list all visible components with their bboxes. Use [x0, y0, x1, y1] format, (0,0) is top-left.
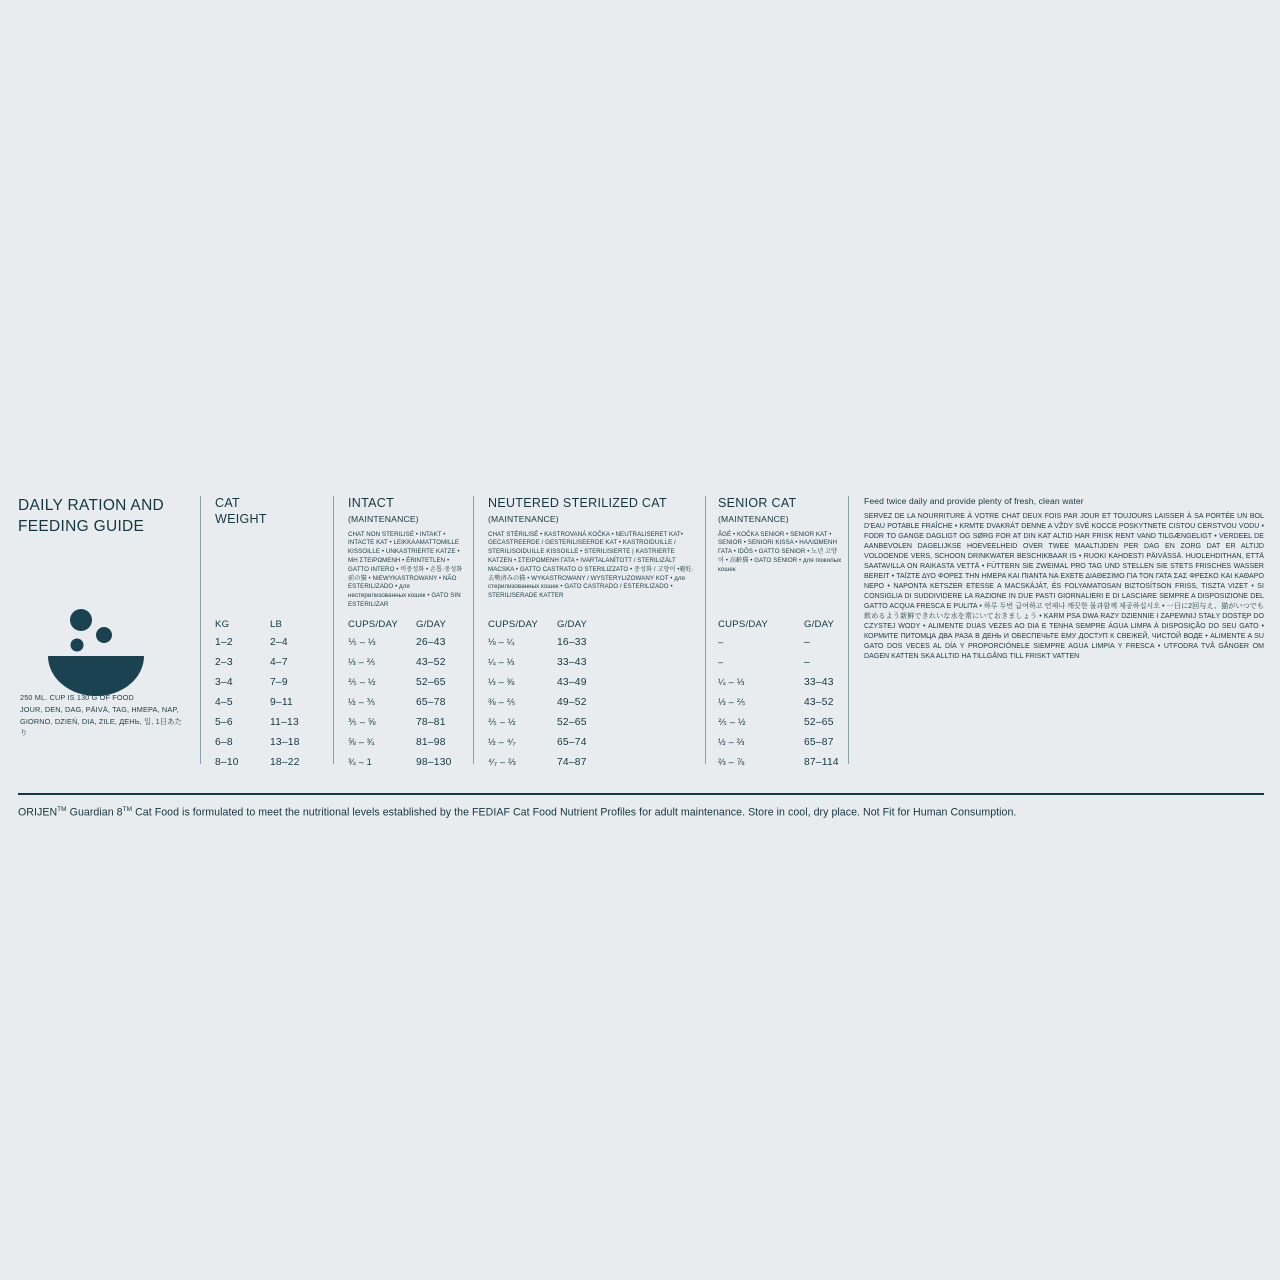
cup-note-line4: ZILE, ДЕНЬ, 일, 1日あたり — [20, 716, 183, 737]
table-row: ¼ – ⅓ — [718, 677, 745, 687]
page-title-line2: FEEDING GUIDE — [18, 517, 145, 535]
table-row: ⅜ – ⅖ — [488, 697, 516, 707]
divider-2 — [333, 496, 334, 764]
table-row: 43–52 — [416, 657, 446, 668]
table-row: – — [718, 637, 724, 647]
subheader-senior-cups: CUPS/DAY — [718, 619, 768, 630]
table-row: 8–10 — [215, 757, 239, 768]
table-row: ⅖ – ½ — [488, 717, 516, 727]
column-intact-title: INTACT — [348, 496, 395, 510]
table-row: 9–11 — [270, 697, 293, 708]
table-row: 74–87 — [557, 757, 587, 768]
column-neutered-translations: CHAT STÉRILISÉ • KASTROVANÁ KOČKA • NEUTRALISERET KAT• GECASTREERDE / GESTERILISEERDE KAT • KASTROIDUILLE / STERILISOIDUILLE KISSOILLE • STERILISIERTE | KASTRIERTE KATZEN • ΣΤΕΙΡΩΜΕΝΗ ΓΑΤΑ • IVARTALANÍTOTT / STERILIZÁLT MACSKA • GATTO CASTRATO O STERILIZZATO • 중성화 / 고양이 •避妊·去勢済みの猫 • WYKASTROWANY / WYSTERYLIZOWANY KOT • для стерилизованных кошек • GATO CASTRADO / ESTERILIZADO • STERILISERADE KATTER — [488, 530, 695, 600]
table-row: ½ – ⅔ — [718, 737, 745, 747]
table-row: 6–8 — [215, 737, 233, 748]
column-neutered-title: NEUTERED STERILIZED CAT — [488, 496, 667, 510]
table-row: 2–3 — [215, 657, 233, 668]
column-senior-translations: ÂGÉ • KOČKA SENIOR • SENIOR KAT • SENIOR • SENIORI KISSA • HAΛΙΩΜΕΝΗ ΓΑΤΑ • IDŐS • GATTO SENIOR • 노년 고양이 • 高齢猫 • GATO SENIOR • для пожилых кошек — [718, 530, 842, 573]
feeding-note-english: Feed twice daily and provide plenty of fresh, clean water — [864, 496, 1084, 506]
table-row: 18–22 — [270, 757, 300, 768]
table-row: – — [804, 657, 810, 668]
feeding-note-translations: SERVEZ DE LA NOURRITURE À VOTRE CHAT DEUX FOIS PAR JOUR ET TOUJOURS LAISSER À SA PORTÉE UN BOL D'EAU POTABLE FRAÎCHE • KRMTE DVAKRÁT DENNE A VŽDY SVÉ KOCCE POSKYTNETE CISTOU CERSTVOU VODU • FODR TO GANGE DAGLIGT OG SØRG FOR AT DIN KAT ALTID HAR FRISK RENT VAND TILGÆNGELIGT • VERDEEL DE AANBEVOLEN DAGELIJKSE HOEVEELHEID OVER TWEE MAALTIJDEN PER DAG EN ZORG DAT ER ALTIJD VOLDOENDE VERS, SCHOON DRINKWATER BESCHIKBAAR IS • RUOKI KAHDESTI PÄIVÄSSÄ. HUOLEHDITHAN, ETTÄ SAATAVILLA ON RAIKASTA VETTÄ • FÜTTERN SIE ZWEIMAL PRO TAG UND STELLEN SIE STETS FRISCHES WASSER BEREIT • ΤΑΪΖΤΕ ΔΥΟ ΦΟΡΕΣ ΤΗΝ ΗΜΕΡΑ ΚΑΙ ΠΙΑΝΤΑ ΝΑ ΕΧΕΤΕ ΔΙΑΘΕΣΙΜΟ ΓΙΑ ΤΟΝ ΓΑΤΑ ΣΑΣ ΦΡΕΣΚΟ ΚΑΙ ΚΑΘΑΡΟ ΝΕΡΟ • ΝΑΡΟΝΤΑ ΚΕΤSZER ETESSE A MACSKÁJÁT, ÉS FOLYAMATOSAN BIZTOSÍTSON FRISS, TISZTA VIZET • SI CONSIGLIA DI SUDDIVIDERE LA RAZIONE IN DUE PASTI GIORNALIERI E DI LASCIARE SEMPRE A DISPOSIZIONE DEL GATTO ACQUA FRESCA E PULITA • 하루 두번 급여하고 언제나 깨끗한 물과함께 제공하십시오 • 一日に2回与え、猫がいつでも飲めるよう新鮮できれいな水を常にいておきましょう • KARM PSA DWA RAZY DZIENNIE I ZAPEWNIJ STAŁY DOSTĘP DO CZYSTEJ WODY • ALIMENTE DUAS VEZES AO DIA E TENHA SEMPRE ÁGUA LIMPA À DISPOSIÇÃO DO SEU GATO • КОРМИТЕ ПИТОМЦА ДВА РАЗА В ДЕНЬ И ОБЕСПЕЧЬТЕ ЕМУ ДОСТУП К СВЕЖЕЙ, ЧИСТОЙ ВОДЕ • ALIMENTE A SU GATO DOS VECES AL DÍA Y PROPORCIÓNELE SIEMPRE AGUA LIMPIA Y FRESCA • UTFODRA TVÅ GÅNGER OM DAGEN KATTEN SKA ALLTID HA TILLGÅNG TILL FRISKT VATTEN — [864, 513, 1264, 660]
page-title — [18, 496, 188, 538]
table-row: 26–43 — [416, 637, 446, 648]
table-row: ⅗ – ⅝ — [348, 717, 376, 727]
table-row: ¼ – ⅓ — [488, 657, 515, 667]
column-cat-weight — [215, 496, 325, 527]
table-row: 33–43 — [557, 657, 587, 668]
legal-part2: Guardian 8 — [66, 806, 123, 819]
table-row: ⅖ – ½ — [718, 717, 746, 727]
cup-conversion-note — [20, 692, 186, 738]
legal-tm1: TM — [57, 806, 67, 813]
cup-note-line3: HMEPA, NAP, GIORNO, DZIEŃ, DIA, — [20, 705, 179, 726]
legal-part3: Cat Food is formulated to meet the nutritional levels established by the FEDIAF Cat Food Nutrient Profiles for adult maintenance. Store in cool, dry place. Not Fit for Human Consumption. — [132, 806, 1017, 819]
table-row: – — [804, 637, 810, 648]
feeding-note-block — [864, 496, 1264, 662]
table-row: 33–43 — [804, 677, 834, 688]
subheader-intact-grams: G/DAY — [416, 619, 447, 630]
subheader-kg: KG — [215, 619, 230, 630]
table-row: ⅝ – ¾ — [348, 737, 375, 747]
column-neutered — [488, 496, 700, 601]
table-row: ⅕ – ⅓ — [348, 637, 376, 647]
cup-note-line1: 250 ML. CUP IS 130 G OF FOOD — [20, 693, 134, 702]
divider-3 — [473, 496, 474, 764]
food-bowl-icon — [36, 608, 156, 696]
page-title-line1: DAILY RATION AND — [18, 497, 165, 514]
table-row: ½ – ⁴⁄₇ — [488, 737, 516, 747]
table-row: 16–33 — [557, 637, 587, 648]
column-intact-translations: CHAT NON STERILISÉ • INTAKT • INTACTE KAT • LEIKKAAMATTOMILLE KISSOILLE • UNKASTRIERTE KATZE • ΜΗ ΣΤΕΙΡΩΜΕΝΗ • ÉRINTETLEN • GATTO INTERO • 비중성화 • 손톱·중성화 前の猫 • NIEWYKASTROWANY • NÃO ESTERILIZADO • для нестерилизованных кошек • GATO SIN ESTERILIZAR — [348, 530, 463, 608]
table-row: ⁴⁄₇ – ⅔ — [488, 757, 516, 767]
table-row: 98–130 — [416, 757, 452, 768]
table-row: 11–13 — [270, 717, 299, 728]
column-senior-subtitle: (MAINTENANCE) — [718, 513, 789, 524]
bottom-divider — [18, 793, 1264, 795]
subheader-intact-cups: CUPS/DAY — [348, 619, 398, 630]
subheader-neutered-grams: G/DAY — [557, 619, 588, 630]
table-row: 43–52 — [804, 697, 834, 708]
subheader-senior-grams: G/DAY — [804, 619, 835, 630]
table-row: ⅔ – ⅞ — [718, 757, 745, 767]
table-row: 49–52 — [557, 697, 587, 708]
table-row: ⅓ – ⅖ — [348, 657, 376, 667]
legal-tm2: TM — [122, 806, 133, 813]
legal-statement — [18, 806, 1268, 819]
table-row: 52–65 — [804, 717, 834, 728]
legal-part1: ORIJEN — [18, 806, 58, 819]
table-row: 65–87 — [804, 737, 834, 748]
column-senior-title: SENIOR CAT — [718, 496, 797, 510]
column-senior — [718, 496, 842, 575]
column-cat-weight-title-line2: WEIGHT — [215, 511, 267, 526]
table-row: 81–98 — [416, 737, 446, 748]
table-row: ¾ – 1 — [348, 757, 372, 767]
table-row: 65–78 — [416, 697, 446, 708]
table-row: 52–65 — [416, 677, 446, 688]
table-row: 13–18 — [270, 737, 300, 748]
table-row: ⅓ – ⅜ — [488, 677, 515, 687]
table-row: 3–4 — [215, 677, 233, 688]
column-cat-weight-title — [215, 496, 325, 527]
table-row: 65–74 — [557, 737, 587, 748]
column-intact-subtitle: (MAINTENANCE) — [348, 513, 419, 524]
feeding-guide-panel — [18, 496, 1264, 806]
table-row: 4–7 — [270, 657, 288, 668]
table-row: 87–114 — [804, 757, 839, 768]
table-row: ⅛ – ¼ — [488, 637, 515, 647]
divider-4 — [705, 496, 706, 764]
subheader-neutered-cups: CUPS/DAY — [488, 619, 538, 630]
table-row: 4–5 — [215, 697, 233, 708]
subheader-lb: LB — [270, 619, 283, 630]
table-row: 1–2 — [215, 637, 233, 648]
table-row: 2–4 — [270, 637, 288, 648]
table-row: – — [718, 657, 724, 667]
table-row: 52–65 — [557, 717, 587, 728]
divider-1 — [200, 496, 201, 764]
table-row: 78–81 — [416, 717, 446, 728]
title-block — [18, 496, 188, 538]
table-row: 5–6 — [215, 717, 233, 728]
table-row: ½ – ⅗ — [348, 697, 376, 707]
table-row: 43–49 — [557, 677, 587, 688]
cup-note-line2: JOUR, DEN, DAG, PÄIVÄ, TAG, — [20, 705, 130, 715]
table-row: 7–9 — [270, 677, 288, 688]
table-row: ⅖ – ½ — [348, 677, 376, 687]
column-neutered-subtitle: (MAINTENANCE) — [488, 513, 559, 524]
table-row: ⅓ – ⅖ — [718, 697, 746, 707]
column-cat-weight-title-line1: CAT — [215, 496, 240, 510]
divider-5 — [848, 496, 849, 764]
column-intact — [348, 496, 466, 610]
